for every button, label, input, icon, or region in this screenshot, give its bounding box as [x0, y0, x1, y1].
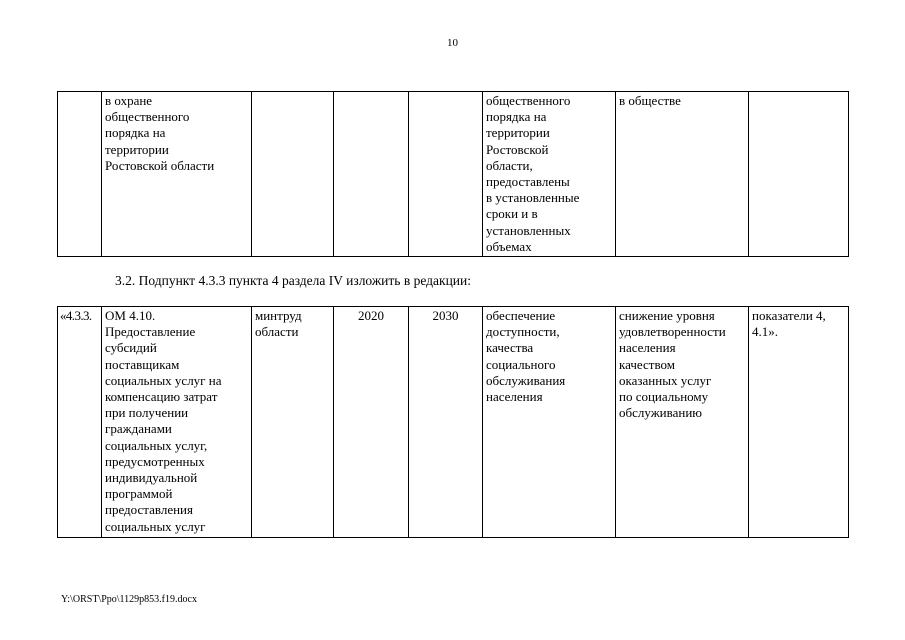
table-continuation [57, 91, 849, 257]
cell-name: ОМ 4.10. Предоставление субсидий поставщикам социальных услуг на компенсацию затрат при получении гражданами социальных услуг, предусмотренных индивидуальной программой предоставления социальных услуг [102, 307, 252, 538]
table-amendment [57, 306, 849, 538]
cell-executor [252, 92, 334, 257]
cell-executor: минтруд области [252, 307, 334, 538]
cell-consequences: снижение уровня удовлетворенности населения качеством оказанных услуг по социальному обслуживанию [616, 307, 749, 538]
cell-expected-result: общественного порядка на территории Ростовской области, предоставлены в установленные сроки и в установленных объемах [483, 92, 616, 257]
table-row [58, 307, 849, 538]
cell-start-year: 2020 [334, 307, 409, 538]
cell-consequences: в обществе [616, 92, 749, 257]
cell-name: в охране общественного порядка на территории Ростовской области [102, 92, 252, 257]
amendment-paragraph: 3.2. Подпункт 4.3.3 пункта 4 раздела IV изложить в редакции: [115, 273, 471, 288]
cell-expected-result: обеспечение доступности, качества социального обслуживания населения [483, 307, 616, 538]
cell-number: «4.3.3. [58, 307, 102, 538]
cell-end-year [409, 92, 483, 257]
cell-end-year: 2030 [409, 307, 483, 538]
cell-indicators [749, 92, 849, 257]
cell-start-year [334, 92, 409, 257]
cell-number [58, 92, 102, 257]
cell-indicators: показатели 4, 4.1». [749, 307, 849, 538]
page-number: 10 [447, 37, 458, 49]
table-row [58, 92, 849, 257]
file-path-footer: Y:\ORST\Ppo\1129p853.f19.docx [61, 594, 197, 605]
